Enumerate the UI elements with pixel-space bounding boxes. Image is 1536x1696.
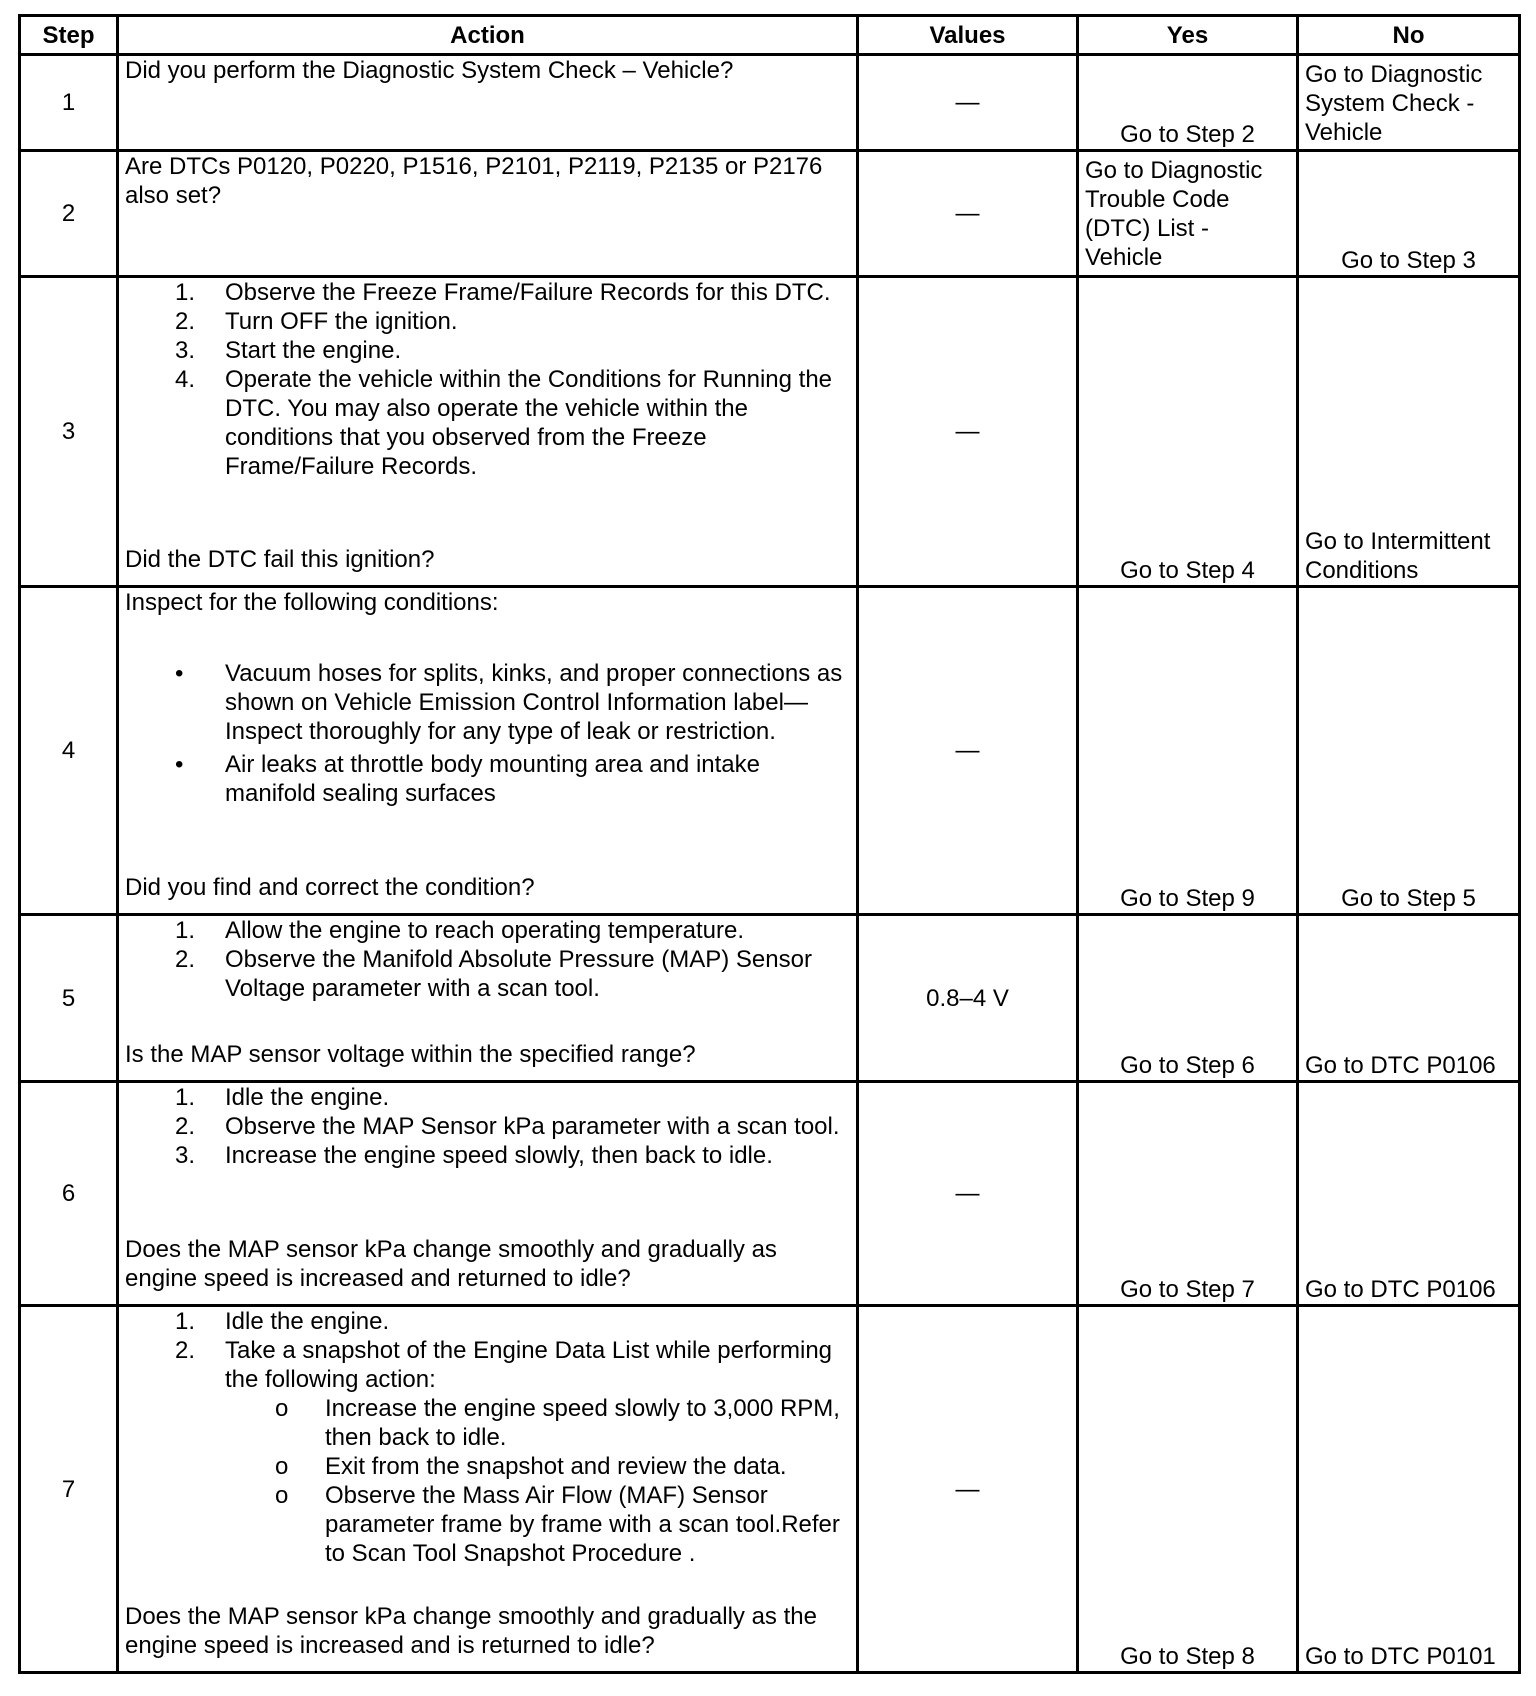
list-item: 1. Idle the engine. bbox=[175, 1308, 390, 1335]
no-cell: Go to Diagnostic System Check - Vehicle bbox=[1298, 55, 1520, 151]
step-number: 5 bbox=[20, 915, 118, 1082]
no-cell: Go to DTC P0106 bbox=[1298, 915, 1520, 1082]
action-bullets bbox=[125, 659, 850, 808]
header-no: No bbox=[1298, 16, 1520, 55]
value-cell: — bbox=[858, 55, 1078, 151]
header-yes: Yes bbox=[1078, 16, 1298, 55]
value-cell: — bbox=[858, 1306, 1078, 1673]
action-cell bbox=[118, 587, 858, 915]
step-number: 7 bbox=[20, 1306, 118, 1673]
list-item: • Air leaks at throttle body mounting area and intake manifold sealing surfaces bbox=[175, 751, 760, 807]
no-cell: Go to DTC P0101 bbox=[1298, 1306, 1520, 1673]
list-item: 3. Increase the engine speed slowly, then back to idle. bbox=[175, 1142, 773, 1169]
list-item: 2. Turn OFF the ignition. bbox=[175, 308, 458, 335]
step-number: 3 bbox=[20, 277, 118, 587]
action-steps bbox=[125, 278, 850, 481]
list-item: 1. Observe the Freeze Frame/Failure Records for this DTC. bbox=[175, 279, 831, 306]
action-substeps bbox=[225, 1394, 850, 1568]
list-item: 2. Observe the Manifold Absolute Pressure (MAP) Sensor Voltage parameter with a scan tool. bbox=[175, 946, 812, 1002]
no-cell: Go to Intermittent Conditions bbox=[1298, 277, 1520, 587]
diagnostic-table-container bbox=[18, 14, 1518, 1674]
header-action: Action bbox=[118, 16, 858, 55]
list-item: 2. Take a snapshot of the Engine Data List while performing the following action: o Increase the engine speed slowly to 3,000 RPM, then back to idle. o Exit from the snapshot and review the data. o Observe the Mass Air Flow (MAF) Sensor parameter frame by frame with a scan tool.Refer to Scan Tool Snapshot Procedure . bbox=[125, 1336, 850, 1568]
list-item: 4. Operate the vehicle within the Conditions for Running the DTC. You may also operate the vehicle within the conditions that you observed from the Freeze Frame/Failure Records. bbox=[175, 366, 833, 480]
no-cell: Go to Step 5 bbox=[1298, 587, 1520, 915]
header-step: Step bbox=[20, 16, 118, 55]
action-question: Did the DTC fail this ignition? bbox=[125, 546, 435, 573]
action-question: Is the MAP sensor voltage within the specified range? bbox=[125, 1041, 696, 1068]
table-row bbox=[20, 1306, 1520, 1673]
list-item: • Vacuum hoses for splits, kinks, and proper connections as shown on Vehicle Emission Control Information label—Inspect thoroughly for any type of leak or restriction. bbox=[175, 660, 843, 745]
no-cell: Go to DTC P0106 bbox=[1298, 1082, 1520, 1306]
yes-cell: Go to Step 9 bbox=[1078, 587, 1298, 915]
table-row bbox=[20, 277, 1520, 587]
step-number: 1 bbox=[20, 55, 118, 151]
yes-cell: Go to Step 6 bbox=[1078, 915, 1298, 1082]
action-question: Does the MAP sensor kPa change smoothly and gradually as the engine speed is increased and is returned to idle? bbox=[125, 1603, 817, 1659]
step-number: 2 bbox=[20, 151, 118, 277]
action-question: Does the MAP sensor kPa change smoothly and gradually as engine speed is increased and returned to idle? bbox=[125, 1236, 777, 1292]
action-steps bbox=[125, 1083, 850, 1170]
yes-cell: Go to Step 8 bbox=[1078, 1306, 1298, 1673]
action-steps bbox=[125, 1307, 850, 1568]
action-steps bbox=[125, 916, 850, 1003]
action-cell bbox=[118, 55, 858, 151]
list-item: o Increase the engine speed slowly to 3,000 RPM, then back to idle. bbox=[275, 1395, 840, 1451]
list-item: o Exit from the snapshot and review the data. bbox=[275, 1453, 787, 1480]
action-question: Did you find and correct the condition? bbox=[125, 874, 535, 901]
list-item: 3. Start the engine. bbox=[175, 337, 402, 364]
action-cell bbox=[118, 151, 858, 277]
value-cell: — bbox=[858, 277, 1078, 587]
list-item: 1. Allow the engine to reach operating temperature. bbox=[175, 917, 744, 944]
header-values: Values bbox=[858, 16, 1078, 55]
step-number: 4 bbox=[20, 587, 118, 915]
action-cell bbox=[118, 1306, 858, 1673]
yes-cell: Go to Step 4 bbox=[1078, 277, 1298, 587]
table-row bbox=[20, 1082, 1520, 1306]
table-row bbox=[20, 55, 1520, 151]
action-cell bbox=[118, 1082, 858, 1306]
list-item: 2. Observe the MAP Sensor kPa parameter with a scan tool. bbox=[175, 1113, 840, 1140]
action-cell bbox=[118, 915, 858, 1082]
no-cell: Go to Step 3 bbox=[1298, 151, 1520, 277]
action-question: Did you perform the Diagnostic System Check – Vehicle? bbox=[125, 57, 734, 84]
header-row bbox=[20, 16, 1520, 55]
list-item: 1. Idle the engine. bbox=[175, 1084, 390, 1111]
value-cell: — bbox=[858, 1082, 1078, 1306]
table-row bbox=[20, 151, 1520, 277]
value-cell: — bbox=[858, 587, 1078, 915]
diagnostic-table bbox=[18, 14, 1521, 1674]
yes-cell: Go to Step 2 bbox=[1078, 55, 1298, 151]
value-cell: 0.8–4 V bbox=[858, 915, 1078, 1082]
action-question: Are DTCs P0120, P0220, P1516, P2101, P2119, P2135 or P2176 also set? bbox=[125, 153, 823, 209]
list-item: o Observe the Mass Air Flow (MAF) Sensor parameter frame by frame with a scan tool.Refer to Scan Tool Snapshot Procedure . bbox=[275, 1482, 840, 1567]
yes-cell: Go to Step 7 bbox=[1078, 1082, 1298, 1306]
action-cell bbox=[118, 277, 858, 587]
value-cell: — bbox=[858, 151, 1078, 277]
step-number: 6 bbox=[20, 1082, 118, 1306]
table-row bbox=[20, 587, 1520, 915]
yes-cell: Go to Diagnostic Trouble Code (DTC) List - Vehicle bbox=[1078, 151, 1298, 277]
action-intro: Inspect for the following conditions: bbox=[125, 589, 499, 616]
table-row bbox=[20, 915, 1520, 1082]
